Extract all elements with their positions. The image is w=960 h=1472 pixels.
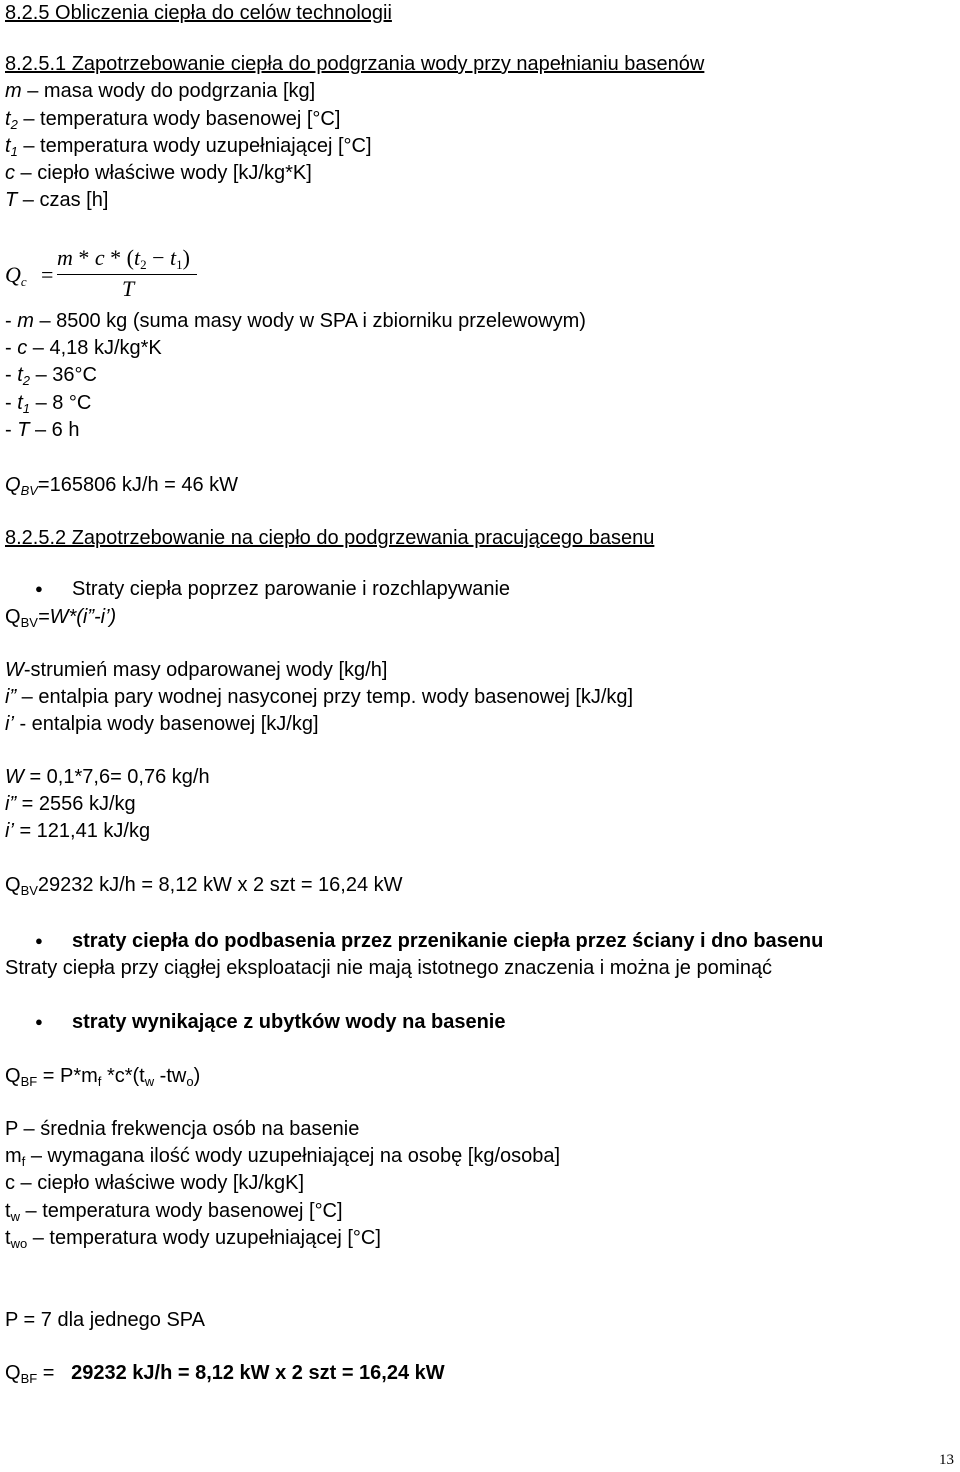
def-c2: c – ciepło właściwe wody [kJ/kgK] <box>5 1172 305 1194</box>
def-T: T – czas [h] <box>5 189 109 211</box>
value-W: W = 0,1*7,6= 0,76 kg/h <box>5 766 210 788</box>
def-W: W-strumień masy odparowanej wody [kg/h] <box>5 659 388 681</box>
def-c: c – ciepło właściwe wody [kJ/kg*K] <box>5 162 312 184</box>
result-2: $Q_{BV}29232$ kJ/h = 8,12 kW x 2 szt = 16,24 kW <box>5 874 403 898</box>
result-1: $Q_{BV}=165806$ kJ/h = 46 kW <box>5 474 239 498</box>
formula-water-loss: $Q_{BF} = P*m_f$ $*c*(t_w$ $-tw_o$) <box>5 1065 201 1089</box>
bullet-water-loss: straty wynikające z ubytków wody na basenie <box>72 1011 506 1033</box>
value-t1: - $t_1 - 8$ °C <box>5 392 92 416</box>
value-i2: i” = 2556 kJ/kg <box>5 793 136 815</box>
section-heading: 8.2.5 Obliczenia ciepła do celów technologii <box>5 2 392 24</box>
document-page <box>5 0 955 1472</box>
def-t2: $t_2$ – temperatura wody basenowej [°C] <box>5 108 341 132</box>
def-mf: $m_f$ – wymagana ilość wody uzupełniającej na osobę [kg/osoba] <box>5 1145 561 1169</box>
value-P: P = 7 dla jednego SPA <box>5 1309 205 1331</box>
def-i2: i” – entalpia pary wodnej nasyconej przy temp. wody basenowej [kJ/kg] <box>5 686 634 708</box>
bullet-marker: ● <box>35 581 43 596</box>
bullet-conduction: straty ciepła do podbasenia przez przenikanie ciepła przez ściany i dno basenu <box>72 930 824 952</box>
value-m: - m – 8500 kg (suma masy wody w SPA i zbiorniku przelewowym) <box>5 310 586 332</box>
conduction-note: Straty ciepła przy ciągłej eksploatacji nie mają istotnego znaczenia i można je pominąć <box>5 957 773 979</box>
bullet-marker: ● <box>35 1014 43 1029</box>
page-number: 13 <box>939 1452 954 1468</box>
bullet-evaporation: Straty ciepła poprzez parowanie i rozchlapywanie <box>72 578 511 600</box>
def-tw: $t_w$ – temperatura wody basenowej [°C] <box>5 1200 343 1224</box>
result-3: $Q_{BF} = 29232$ kJ/h = 8,12 kW x 2 szt = 16,24 kW <box>5 1362 445 1386</box>
def-i1: i’ - entalpia wody basenowej [kJ/kg] <box>5 713 319 735</box>
def-P: P – średnia frekwencja osób na basenie <box>5 1118 360 1140</box>
def-t1: $t_1$ – temperatura wody uzupełniającej [°C] <box>5 135 372 159</box>
def-m: m – masa wody do podgrzania [kg] <box>5 80 316 102</box>
bullet-marker: ● <box>35 933 43 948</box>
heat-formula: $Q_c$ = $m * c * (t_2 - t_1)$ T <box>5 244 205 306</box>
subsection-heading-2: 8.2.5.2 Zapotrzebowanie na ciepło do podgrzewania pracującego basenu <box>5 527 655 549</box>
value-t2: - $t_2 - 36^\circ C$ <box>5 364 97 388</box>
def-two: $t_{wo}$ – temperatura wody uzupełniającej [°C] <box>5 1227 381 1251</box>
value-T: - T – 6 h <box>5 419 80 441</box>
formula-evaporation: $Q_{BV}=W*(i”-i’)$ <box>5 606 117 630</box>
subsection-heading-1: 8.2.5.1 Zapotrzebowanie ciepła do podgrzania wody przy napełnianiu basenów <box>5 53 705 75</box>
value-i1: i’ = 121,41 kJ/kg <box>5 820 151 842</box>
value-c: - c – 4,18 kJ/kg*K <box>5 337 162 359</box>
